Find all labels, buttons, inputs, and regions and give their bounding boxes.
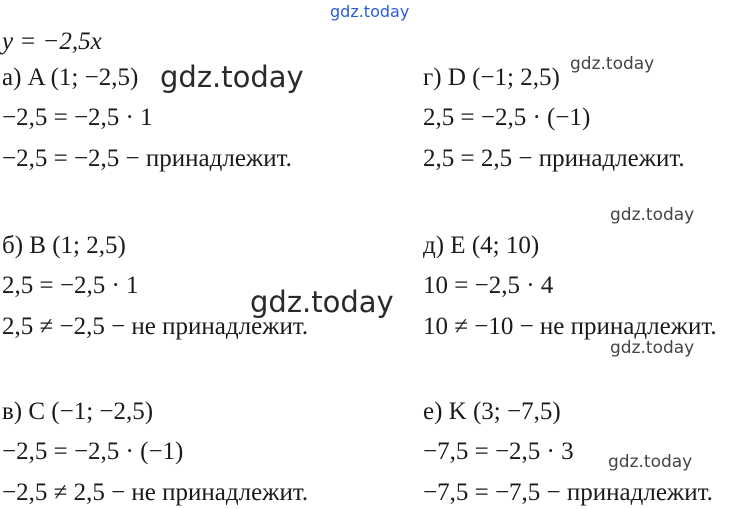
point-k-result: −7,5 = −7,5 − принадлежит. xyxy=(423,479,713,506)
point-c-title: в) C (−1; −2,5) xyxy=(2,398,154,425)
point-k-title: е) K (3; −7,5) xyxy=(423,398,561,425)
point-e-title: д) E (4; 10) xyxy=(423,232,540,259)
point-d-check: 2,5 = −2,5 · (−1) xyxy=(423,104,591,131)
point-e-check: 10 = −2,5 · 4 xyxy=(423,272,554,299)
point-e-result: 10 ≠ −10 − не принадлежит. xyxy=(423,313,717,340)
function-equation: y = −2,5x xyxy=(2,28,102,55)
point-c-check: −2,5 = −2,5 · (−1) xyxy=(2,438,184,465)
watermark-small-2: gdz.today xyxy=(610,205,695,225)
point-k-check: −7,5 = −2,5 · 3 xyxy=(423,438,574,465)
watermark-large-1: gdz.today xyxy=(160,60,304,94)
point-c-result: −2,5 ≠ 2,5 − не принадлежит. xyxy=(2,479,309,506)
point-b-check: 2,5 = −2,5 · 1 xyxy=(2,272,139,299)
point-d-title: г) D (−1; 2,5) xyxy=(423,64,560,91)
watermark-small-3: gdz.today xyxy=(610,338,695,358)
watermark-small-1: gdz.today xyxy=(570,54,655,74)
point-b-title: б) B (1; 2,5) xyxy=(2,232,126,259)
point-a-check: −2,5 = −2,5 · 1 xyxy=(2,104,153,131)
point-d-result: 2,5 = 2,5 − принадлежит. xyxy=(423,145,685,172)
point-b-result: 2,5 ≠ −2,5 − не принадлежит. xyxy=(2,313,309,340)
watermark-top: gdz.today xyxy=(330,2,410,21)
point-a-result: −2,5 = −2,5 − принадлежит. xyxy=(2,145,292,172)
watermark-small-4: gdz.today xyxy=(608,452,693,472)
point-a-title: а) A (1; −2,5) xyxy=(2,64,139,91)
watermark-large-2: gdz.today xyxy=(250,285,394,319)
